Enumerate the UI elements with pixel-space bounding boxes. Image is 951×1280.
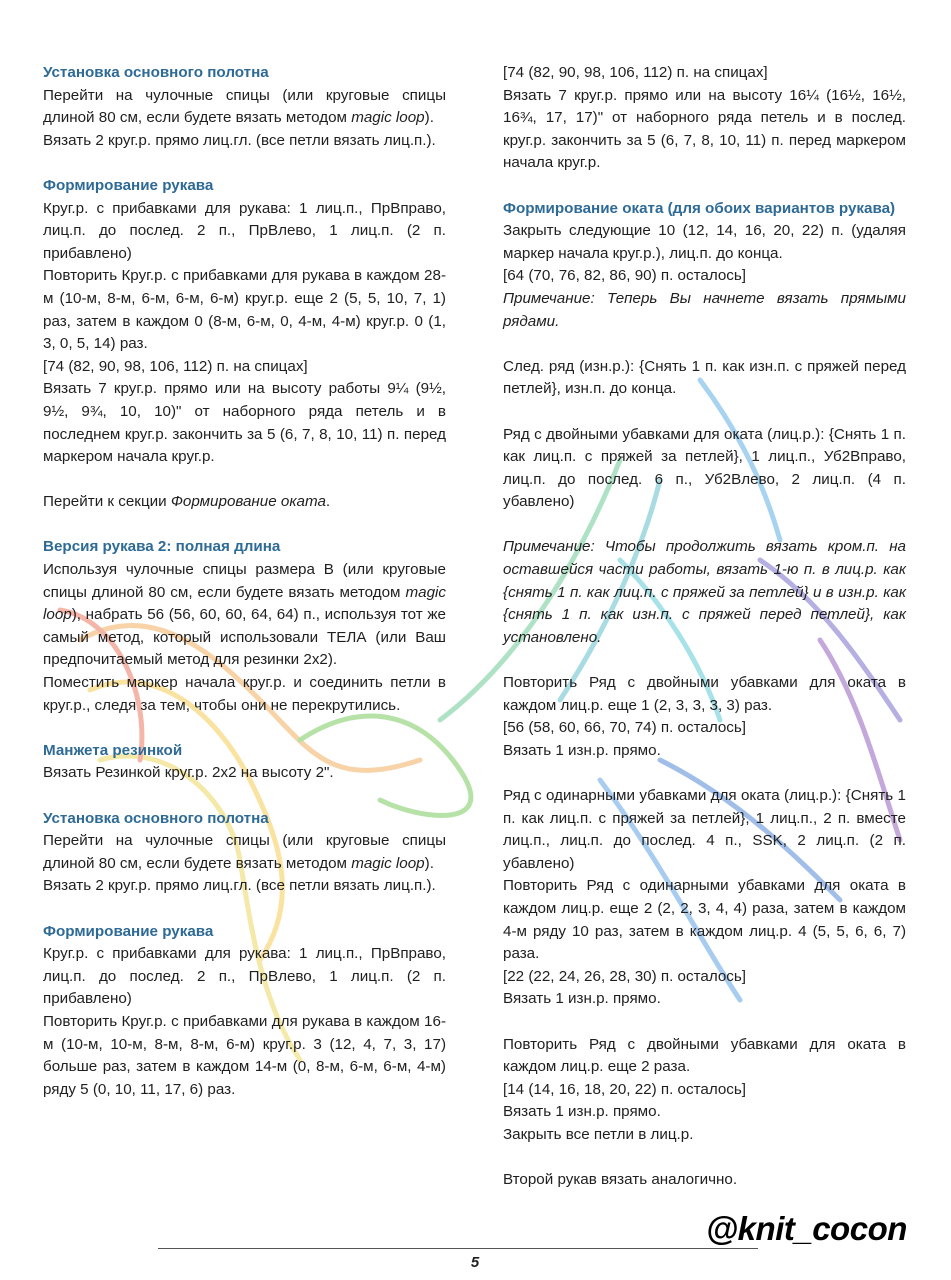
text: Перейти на чулочные спицы (или круговые спицы длиной 80 см, если будете вязать методом: [43, 86, 446, 127]
spacer: [503, 762, 906, 785]
text: Используя чулочные спицы размера B (или круговые спицы длиной 80 см, если будете вязать методом: [43, 561, 446, 601]
paragraph: [503, 1101, 906, 1124]
text-after: ), набрать 56 (56, 60, 60, 64, 64) п., используя тот же самый метод, который использовали ТЕЛА (или Ваш предпочитаемый метод для резинки 2x2).: [43, 606, 446, 669]
paragraph: [503, 424, 906, 514]
spacer: [43, 152, 446, 175]
text: Круг.р. с прибавками для рукава: 1 лиц.п., ПрВправо, лиц.п. до послед. 2 п., ПрВлево, 1 лиц.п. (2 п. прибавлено): [43, 199, 446, 262]
paragraph: [43, 830, 446, 875]
text: Повторить Ряд с двойными убавками для оката в каждом лиц.р. еще 1 (2, 3, 3, 3, 3) раз.: [503, 674, 906, 714]
spacer: [503, 1011, 906, 1034]
paragraph: [43, 1011, 446, 1101]
italic-text: magic loop: [351, 854, 425, 872]
text-after: ).: [424, 109, 434, 127]
text: Ряд с одинарными убавками для оката (лиц.р.): {Снять 1 п. как лиц.п. с пряжей за петлей}, 1 лиц.п., 2 п. вместе лиц.п., лиц.п. до послед. 4 п., SSK, 2 лиц.п. (2 п. убавлено): [503, 787, 906, 872]
paragraph: [503, 875, 906, 965]
paragraph: [503, 1124, 906, 1147]
spacer: [43, 469, 446, 492]
spacer: [503, 401, 906, 424]
paragraph: [503, 1034, 906, 1079]
paragraph: [43, 943, 446, 1011]
text: Повторить Круг.р. с прибавками для рукава в каждом 16-м (10-м, 10-м, 8-м, 8-м, 6-м) круг.р. 3 (12, 4, 7, 3, 17) больше раз, затем в каждом 14-м (0, 8-м, 6-м, 6-м, 4-м) ряду 5 (0, 10, 11, 17, 6) раз.: [43, 1012, 446, 1098]
paragraph: [43, 491, 446, 514]
paragraph: [503, 536, 906, 649]
text: Вязать 2 круг.р. прямо лиц.гл. (все петли вязать лиц.п.).: [43, 877, 436, 895]
text: Вязать Резинкой круг.р. 2x2 на высоту 2".: [43, 764, 334, 782]
text-after: .: [325, 493, 331, 511]
section-heading: Манжета резинкой: [43, 741, 183, 759]
text: Круг.р. с прибавками для рукава: 1 лиц.п., ПрВправо, лиц.п. до послед. 2 п., ПрВлево, 1 лиц.п. (2 п. прибавлено): [43, 945, 446, 1008]
spacer: [43, 717, 446, 740]
text: Второй рукав вязать аналогично.: [503, 1171, 738, 1189]
left-column: [43, 62, 446, 1101]
text: Закрыть следующие 10 (12, 14, 16, 20, 22) п. (удаляя маркер начала круг.р.), лиц.п. до конца.: [503, 222, 906, 262]
right-column: [503, 62, 906, 1192]
section-heading: Формирование оката (для обоих вариантов рукава): [503, 199, 896, 217]
text: [64 (70, 76, 82, 86, 90) п. осталось]: [503, 267, 747, 285]
paragraph: [503, 288, 906, 333]
paragraph: [43, 265, 446, 355]
text-after: ).: [424, 854, 434, 872]
text: [74 (82, 90, 98, 106, 112) п. на спицах]: [43, 357, 308, 375]
section-heading: Формирование рукава: [43, 922, 214, 940]
paragraph: [503, 62, 906, 85]
paragraph: [503, 356, 906, 401]
text: [74 (82, 90, 98, 106, 112) п. на спицах]: [503, 64, 768, 81]
paragraph: [43, 356, 446, 379]
paragraph: [503, 1079, 906, 1102]
text: [22 (22, 24, 26, 28, 30) п. осталось]: [503, 967, 747, 985]
text: Вязать 1 изн.р. прямо.: [503, 990, 661, 1008]
text: [14 (14, 16, 18, 20, 22) п. осталось]: [503, 1080, 747, 1098]
spacer: [503, 175, 906, 198]
paragraph: [503, 717, 906, 740]
paragraph: [43, 198, 446, 266]
paragraph: [43, 130, 446, 153]
text: Вязать 7 круг.р. прямо или на высоту 16¼ (16½, 16½, 16¾, 17, 17)" от наборного ряда петель и в послед. круг.р. закончить за 5 (6, 7, 8, 10, 11) п. перед маркером начала круг.р.: [503, 86, 906, 172]
paragraph: [43, 762, 446, 785]
paragraph: [503, 672, 906, 717]
italic-text: magic loop: [43, 583, 446, 624]
text: Перейти на чулочные спицы (или круговые спицы длиной 80 см, если будете вязать методом: [43, 832, 446, 872]
text: Вязать 1 изн.р. прямо.: [503, 1103, 661, 1121]
section-heading: Версия рукава 2: полная длина: [43, 538, 281, 556]
text: Закрыть все петли в лиц.р.: [503, 1125, 694, 1143]
text: Вязать 7 круг.р. прямо или на высоту работы 9¼ (9½, 9½, 9¾, 10, 10)" от наборного ряда петель и в последнем круг.р. закончить за 5 (6, 7, 8, 10, 11) п. перед маркером начала круг.р.: [43, 380, 446, 466]
paragraph: [503, 85, 906, 175]
paragraph: [503, 740, 906, 763]
spacer: [503, 649, 906, 672]
text: Повторить Ряд с двойными убавками для оката в каждом лиц.р. еще 2 раза.: [503, 1035, 906, 1076]
text: Повторить Круг.р. с прибавками для рукава в каждом 28-м (10-м, 8-м, 6-м, 6-м, 6-м) круг.р. еще 2 (5, 5, 10, 7, 1) раз, затем в каждом 0 (8-м, 6-м, 0, 4-м, 4-м) круг.р. 0 (1, 3, 0, 5, 14) раз.: [43, 267, 446, 353]
text: Поместить маркер начала круг.р. и соединить петли в круг.р., следя за тем, чтобы они не перекрутились.: [43, 674, 446, 714]
paragraph: [43, 559, 446, 672]
text: Вязать 2 круг.р. прямо лиц.гл. (все петли вязать лиц.п.).: [43, 131, 436, 149]
spacer: [503, 514, 906, 537]
spacer: [503, 1147, 906, 1170]
italic-text: Примечание: Чтобы продолжить вязать кром.п. на оставшейся части работы, вязать 1-ю п. в лиц.р. как {снять 1 п. как лиц.п. с пряжей за петлей} и в изн.р. как {снять 1 п. как изн.п. с пряжей перед петлей}, как установлено.: [503, 538, 906, 646]
footer-divider: [158, 1248, 758, 1249]
spacer: [43, 898, 446, 921]
page-number: 5: [470, 1254, 480, 1271]
spacer: [503, 333, 906, 356]
italic-text: Формирование оката: [170, 493, 326, 511]
italic-text: magic loop: [351, 109, 425, 127]
paragraph: [43, 85, 446, 130]
spacer: [43, 785, 446, 808]
text: Перейти к секции: [43, 493, 171, 511]
watermark-handle: @knit_cocon: [706, 1210, 907, 1247]
paragraph: [43, 378, 446, 468]
section-heading: Формирование рукава: [43, 176, 214, 194]
text: Ряд с двойными убавками для оката (лиц.р.): {Снять 1 п. как лиц.п. с пряжей за петлей}, 1 лиц.п., Уб2Вправо, лиц.п. до послед. 6 п., Уб2Влево, 2 лиц.п. (4 п. убавлено): [503, 425, 906, 511]
text: Повторить Ряд с одинарными убавками для оката в каждом лиц.р. еще 2 (2, 2, 3, 4, 4) раза, затем в каждом 4-м ряду 10 раз, затем в каждом лиц.р. 4 (5, 5, 6, 6, 7) раза.: [503, 877, 906, 963]
section-heading: Установка основного полотна: [43, 809, 269, 827]
paragraph: [503, 785, 906, 875]
paragraph: [503, 966, 906, 989]
spacer: [43, 514, 446, 537]
paragraph: [503, 220, 906, 265]
paragraph: [503, 265, 906, 288]
paragraph: [43, 672, 446, 717]
paragraph: [503, 988, 906, 1011]
italic-text: Примечание: Теперь Вы начнете вязать прямыми рядами.: [503, 289, 906, 330]
text: Вязать 1 изн.р. прямо.: [503, 741, 661, 759]
text: След. ряд (изн.р.): {Снять 1 п. как изн.п. с пряжей перед петлей}, изн.п. до конца.: [503, 357, 906, 398]
section-heading: Установка основного полотна: [43, 64, 269, 81]
paragraph: [43, 875, 446, 898]
text: [56 (58, 60, 66, 70, 74) п. осталось]: [503, 719, 747, 737]
paragraph: [503, 1169, 906, 1192]
